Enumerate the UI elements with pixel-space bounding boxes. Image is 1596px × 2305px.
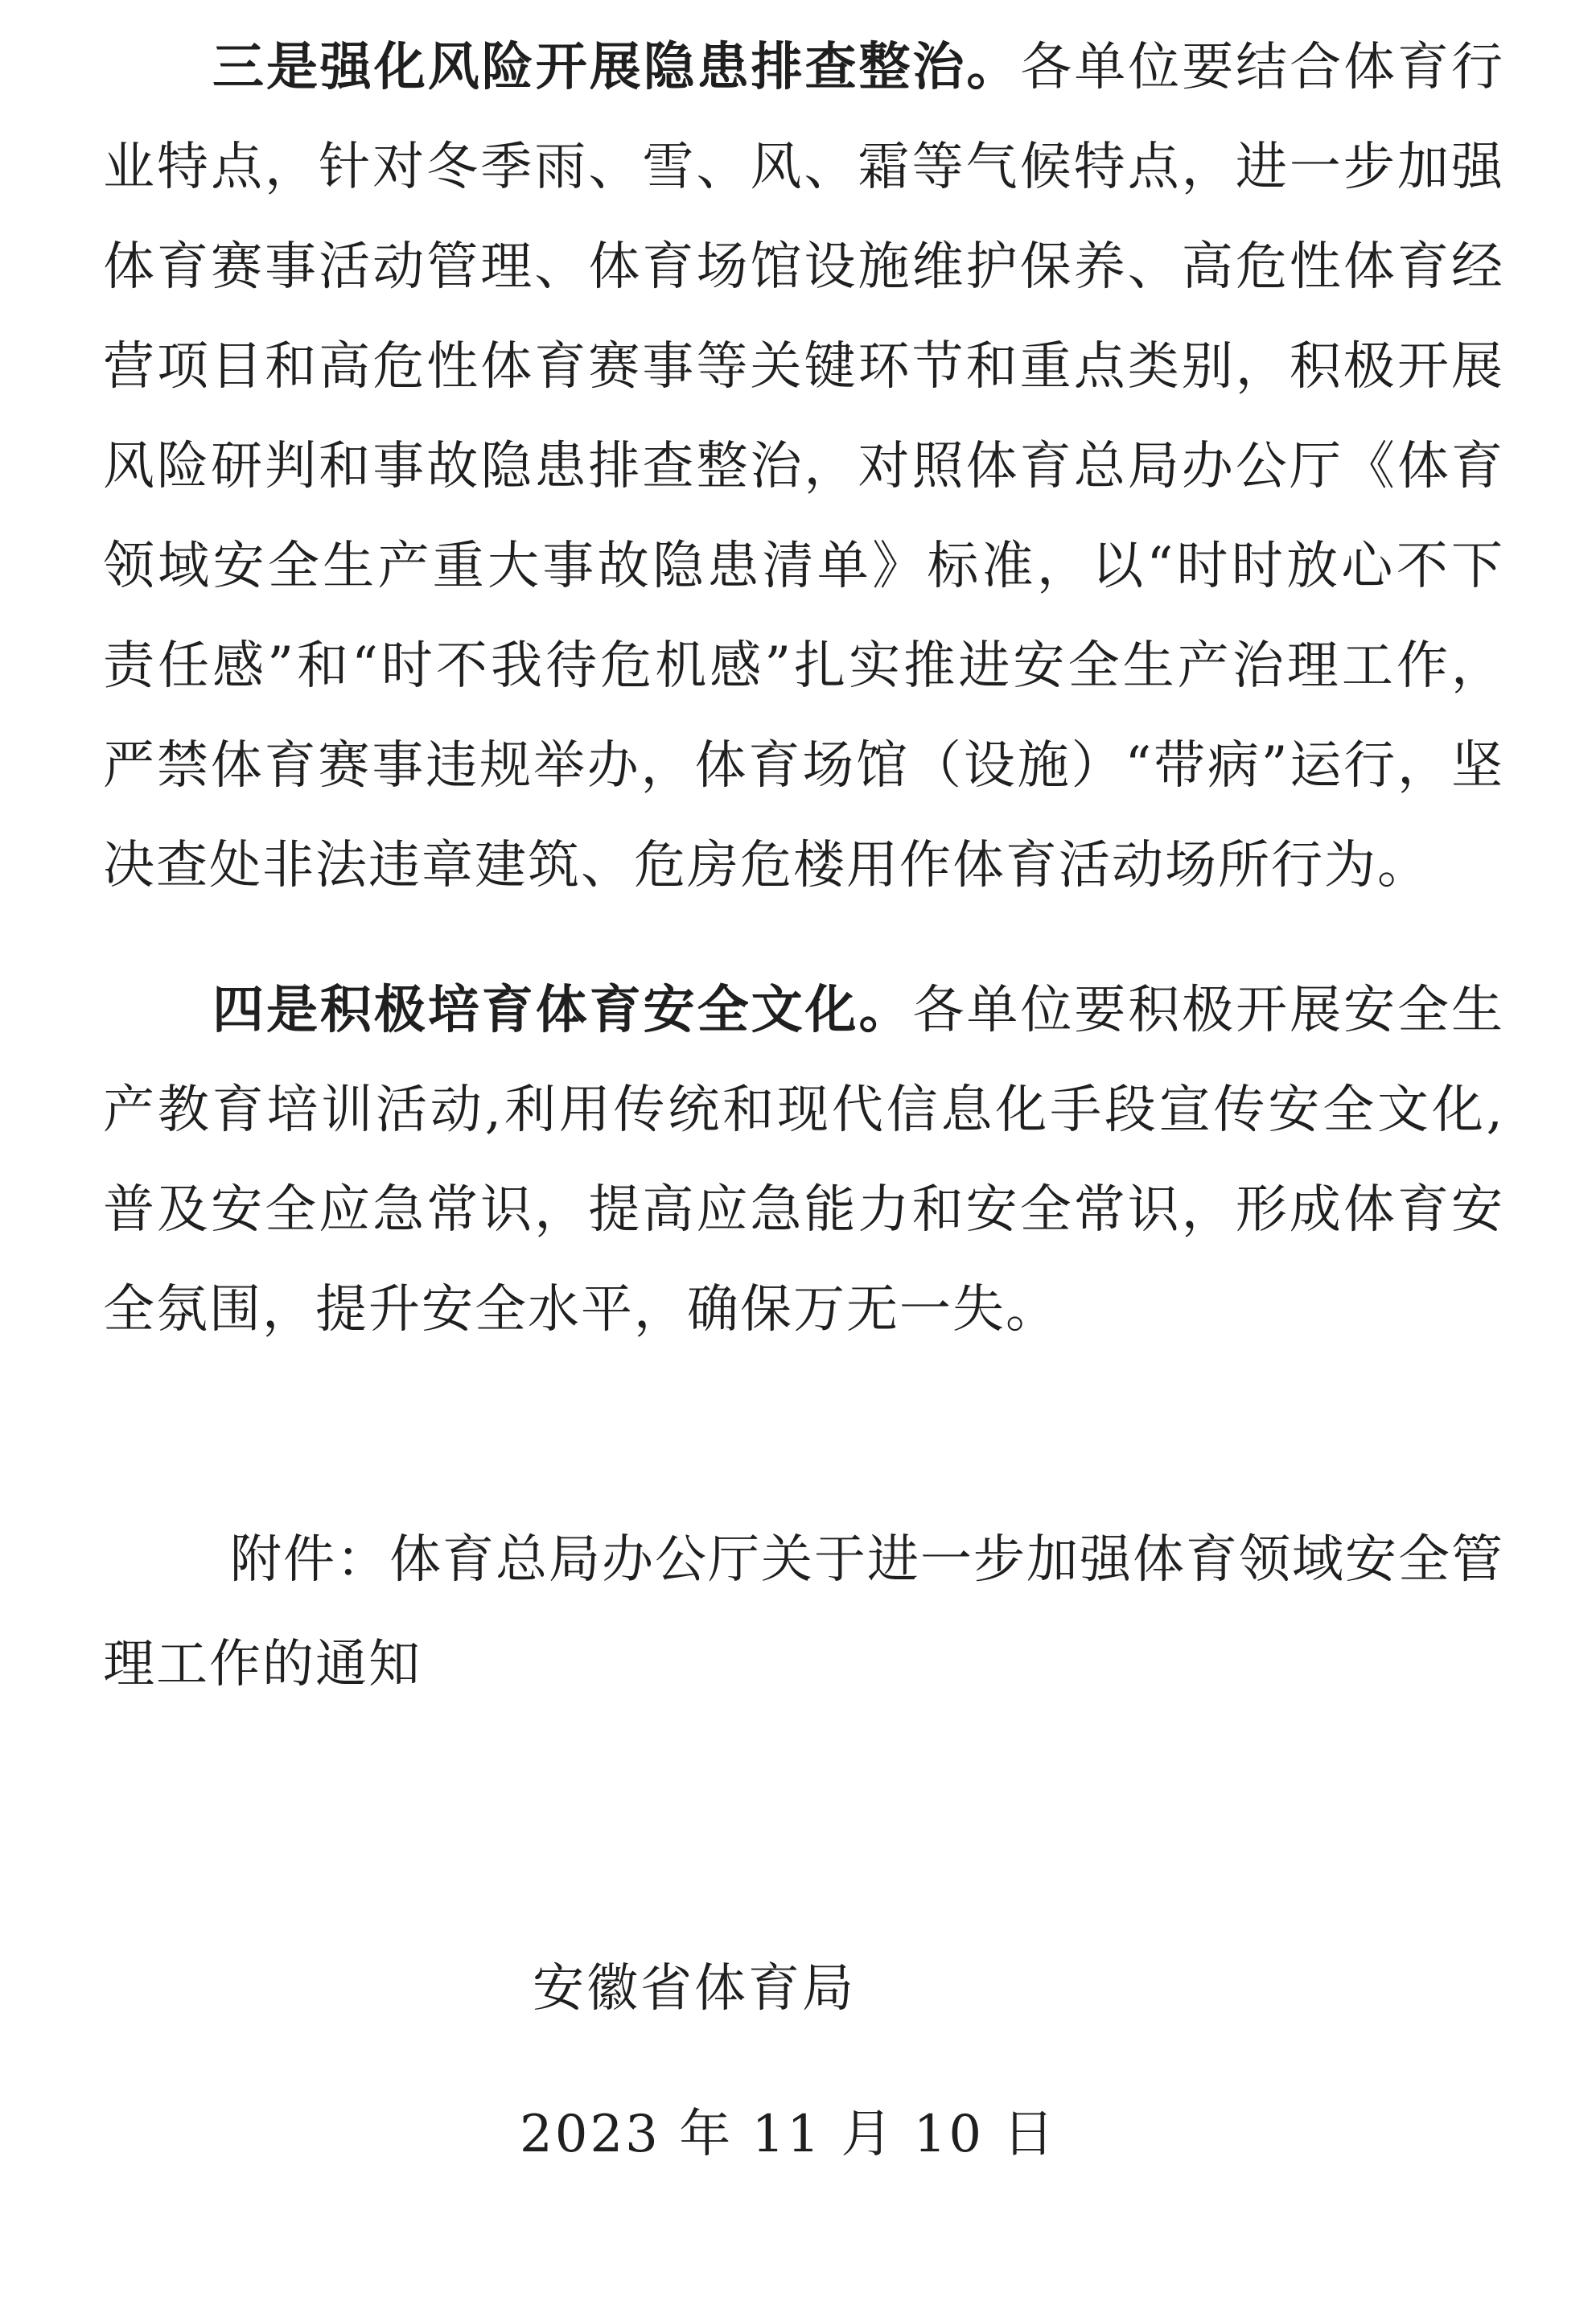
section-3-body: 各单位要结合体育行业特点，针对冬季雨、雪、风、霜等气候特点，进一步加强体育赛事活动管理、体育场馆设施维护保养、高危性体育经营项目和高危性体育赛事等关键环节和重点类别，积极开展风险研判和事故隐患排查整治，对照体育总局办公厅《体育领域安全生产重大事故隐患清单》标准，以“时时放心不下责任感”和“时不我待危机感”扎实推进安全生产治理工作，严禁体育赛事违规举办，体育场馆（设施）“带病”运行，坚决查处非法违章建筑、危房危楼用作体育活动场所行为。 xyxy=(103,38,1505,895)
attachment-note: 附件：体育总局办公厅关于进一步加强体育领域安全管理工作的通知 xyxy=(103,1530,1504,1694)
paragraph-section-3 xyxy=(103,18,1504,916)
paragraph-section-4 xyxy=(103,961,1504,1360)
signature-date: 2023 年 11 月 10 日 xyxy=(520,2105,1057,2164)
signature-organization: 安徽省体育局 xyxy=(533,1959,856,2019)
section-3-heading: 三是强化风险开展隐患排查整治。 xyxy=(212,37,1021,97)
section-4-heading: 四是积极培育体育安全文化。 xyxy=(212,980,913,1040)
section-4-body: 各单位要积极开展安全生产教育培训活动,利用传统和现代信息化手段宣传安全文化,普及安全应急常识，提高应急能力和安全常识，形成体育安全氛围，提升安全水平，确保万无一失。 xyxy=(103,981,1505,1340)
